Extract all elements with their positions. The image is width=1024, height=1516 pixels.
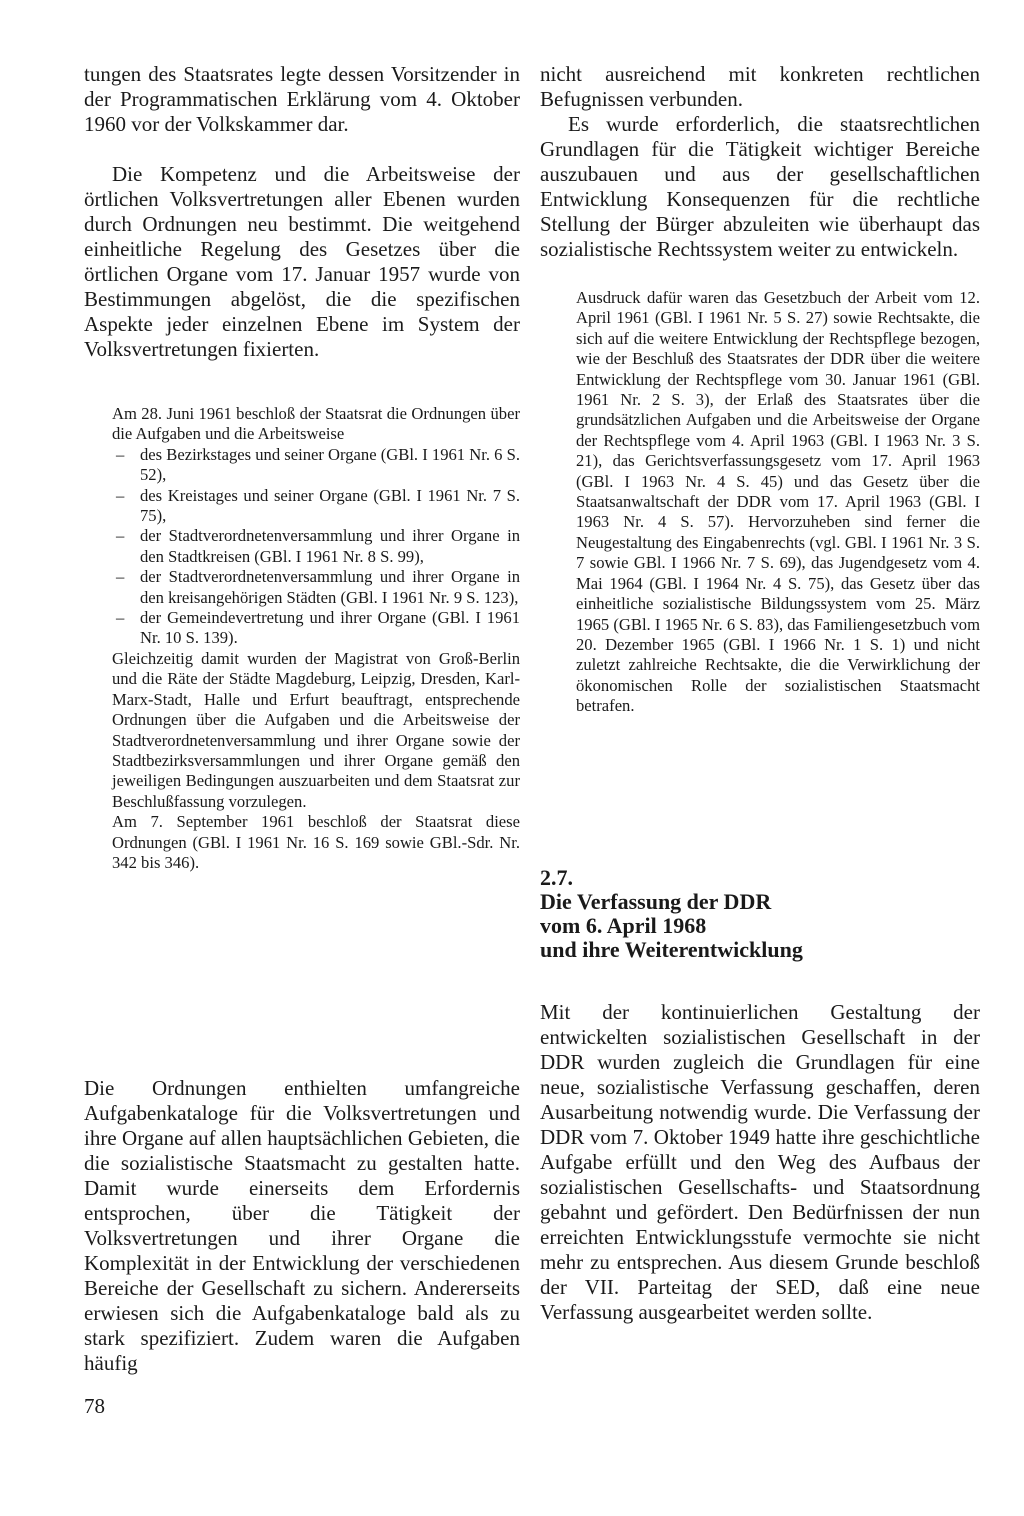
list-item: – der Stadtverordnetenversammlung und ihrer Organe in den kreisangehörigen Städten (GBl. I 1961 Nr. 9 S. 123),: [112, 567, 520, 608]
paragraph-verfassung: Mit der kontinuierlichen Gestaltung der entwickelten sozialistischen Gesellschaft in der DDR wurden zugleich die Grundlagen für eine neue, sozialistische Verfassung geschaffen, deren Ausarbeitung notwendig wurde. Die Verfassung der DDR vom 7. Oktober 1949 hatte ihre geschichtliche Aufgabe erfüllt und den Weg des Aufbaus der sozialistischen Gesellschafts- und Staatsordnung gebahnt und gefördert. Den Bedürfnissen der nun erreichten Entwicklungsstufe vermochte sie nicht mehr zu entsprechen. Aus diesem Grunde beschloß der VII. Parteitag der SED, daß eine neue Verfassung ausgearbeitet werden sollte.: [540, 1000, 980, 1324]
page-number: 78: [84, 1394, 105, 1418]
ordnungen-list: [112, 445, 520, 649]
list-item: – der Stadtverordnetenversammlung und ihrer Organe in den Stadtkreisen (GBl. I 1961 Nr. 8 S. 99),: [112, 526, 520, 567]
section-number: 2.7.: [540, 865, 573, 890]
section-title-line: vom 6. April 1968: [540, 913, 707, 938]
list-item: – des Bezirkstages und seiner Organe (GBl. I 1961 Nr. 6 S. 52),: [112, 445, 520, 486]
section-title-line: und ihre Weiterentwicklung: [540, 937, 803, 962]
paragraph-befugnisse: nicht ausreichend mit konkreten rechtlichen Befugnissen verbunden.: [540, 62, 980, 111]
note-intro: Am 28. Juni 1961 beschloß der Staatsrat die Ordnungen über die Aufgaben und die Arbeitsweise: [112, 404, 520, 444]
note-paragraph: Gleichzeitig damit wurden der Magistrat von Groß-Berlin und die Räte der Städte Magdeburg, Leipzig, Dresden, Karl-Marx-Stadt, Halle und Erfurt beauftragt, entsprechende Ordnungen über die Aufgaben und die Arbeitsweise der Stadtverordnetenversammlung und ihrer Organe sowie der Stadtbezirksversammlungen und ihrer Organe gemäß den jeweiligen Bedingungen auszuarbeiten und dem Staatsrat zur Beschlußfassung vorzulegen.: [112, 648, 520, 811]
footnote-block-left: [112, 404, 520, 873]
section-title-line: Die Verfassung der DDR: [540, 889, 772, 914]
paragraph-ordnungen: Die Kompetenz und die Arbeitsweise der örtlichen Volksvertretungen aller Ebenen wurden durch Ordnungen neu bestimmt. Die weitgehend einheitliche Regelung des Gesetzes über die örtlichen Organe vom 17. Januar 1957 wurde von Bestimmungen abgelöst, die die spezifischen Aspekte jeder einzelnen Ebene im System der Volksvertretungen fixierten.: [84, 162, 520, 361]
footnote-block-right: Ausdruck dafür waren das Gesetzbuch der Arbeit vom 12. April 1961 (GBl. I 1961 Nr. 5 S. 27) sowie Rechtsakte, die sich auf die weitere Entwicklung der Rechtspflege bezogen, wie der Beschluß des Staatsrates der DDR über die weitere Entwicklung der Rechtspflege vom 30. Januar 1961 (GBl. 1961 Nr. 2 S. 3), der Erlaß des Staatsrates über die grundsätzlichen Aufgaben und die Arbeitsweise der Organe der Rechtspflege vom 4. April 1963 (GBl. I 1963 Nr. 3 S. 21), das Gerichtsverfassungsgesetz vom 17. April 1963 (GBl. I 1963 Nr. 4 S. 45) und das Gesetz über die Staatsanwaltschaft der DDR vom 17. April 1963 (GBl. I 1963 Nr. 4 S. 57). Hervorzuheben sind ferner die Neugestaltung des Eingabenrechts (vgl. GBl. I 1961 Nr. 3 S. 7 sowie GBl. I 1966 Nr. 7 S. 69), das Jugendgesetz vom 4. Mai 1964 (GBl. I 1964 Nr. 4 S. 75), das Gesetz über das einheitliche sozialistische Bildungssystem vom 25. März 1965 (GBl. I 1965 Nr. 6 S. 83), das Familiengesetzbuch vom 20. Dezember 1965 (GBl. I 1966 Nr. 1 S. 1) und nicht zuletzt zahlreiche Rechtsakte, die die Verwirklichung der ökonomischen Rolle der sozialistischen Staatsmacht betrafen.: [576, 288, 980, 716]
list-item: – des Kreistages und seiner Organe (GBl. I 1961 Nr. 7 S. 75),: [112, 486, 520, 527]
intro-paragraph: tungen des Staatsrates legte dessen Vorsitzender in der Programmatischen Erklärung vom 4. Oktober 1960 vor der Volkskammer dar.: [84, 62, 520, 136]
paragraph-aufgabenkataloge: Die Ordnungen enthielten umfangreiche Aufgabenkataloge für die Volksvertretungen und ihre Organe auf allen hauptsächlichen Gebieten, die die sozialistische Staatsmacht zu gestalten hatte. Damit wurde einerseits dem Erfordernis entsprochen, über die Tätigkeit der Volksvertretungen und ihrer Organe die Komplexität in der Entwicklung der verschiedenen Bereiche der Gesellschaft zu sichern. Andererseits erwiesen sich die Aufgabenkataloge bald als zu stark spezifiziert. Zudem waren die Aufgaben häufig: [84, 1076, 520, 1375]
paragraph-staatsrecht: Es wurde erforderlich, die staatsrechtlichen Grundlagen für die Tätigkeit wichtiger Bereiche auszubauen und aus der gesellschaftlichen Entwicklung Konsequenzen für die rechtliche Stellung der Bürger abzuleiten wie überhaupt das sozialistische Rechtssystem weiter zu entwickeln.: [540, 112, 980, 261]
note-paragraph: Am 7. September 1961 beschloß der Staatsrat diese Ordnungen (GBl. I 1961 Nr. 16 S. 169 sowie GBl.-Sdr. Nr. 342 bis 346).: [112, 812, 520, 872]
list-item: – der Gemeindevertretung und ihrer Organe (GBl. I 1961 Nr. 10 S. 139).: [112, 608, 520, 649]
section-heading: [540, 866, 980, 962]
